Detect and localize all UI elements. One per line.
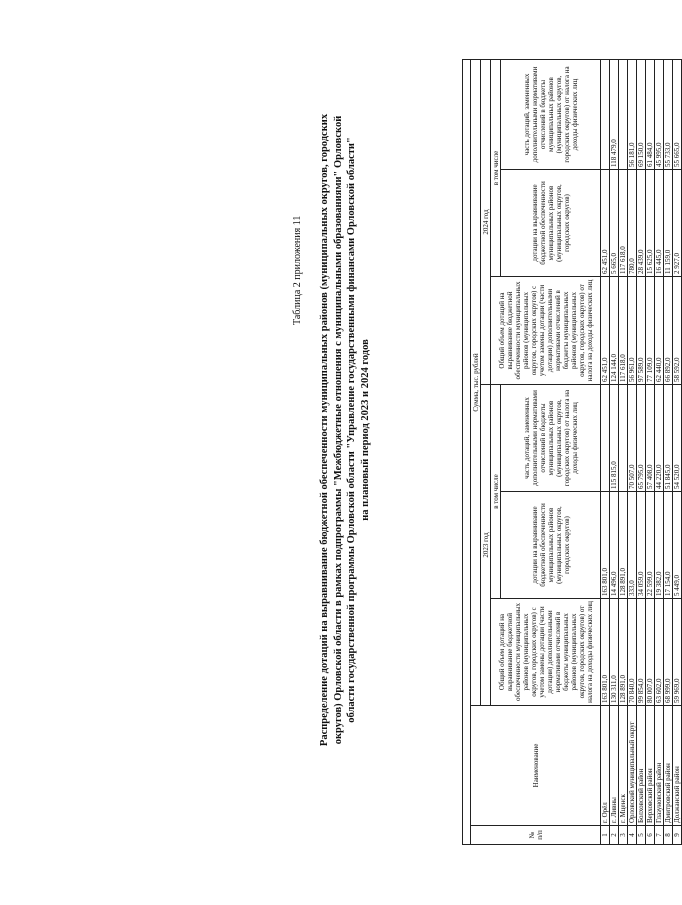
sum-header: Сумма, тыс. рублей <box>471 60 481 706</box>
row-name: г. Орёл <box>601 706 610 826</box>
part-2024-cell <box>601 60 610 170</box>
table-row <box>664 60 673 845</box>
grant-2023-cell: 14 496,0 <box>610 492 619 599</box>
part-2024-cell: 118 479,0 <box>610 60 619 170</box>
part-2024-cell: 45 995,0 <box>655 60 664 170</box>
part-2023-cell <box>619 385 628 492</box>
row-name: г. Ливны <box>610 706 619 826</box>
total-2024-cell: 97 589,0 <box>637 277 646 385</box>
col-num-header: № п/п <box>471 826 601 845</box>
total-2024-cell: 56 961,0 <box>628 277 637 385</box>
total-2023-cell: 59 969,0 <box>673 599 682 706</box>
table-body <box>601 60 682 845</box>
part-2023-cell: 70 507,0 <box>628 385 637 492</box>
title-line: Распределение дотаций на выравнивание бюджетной обеспеченности муниципальных районов (муниципальных округов, городских <box>319 113 330 747</box>
year-2024-header: 2024 год <box>481 60 491 385</box>
col-name-header: Наименование <box>471 706 601 826</box>
total-2023-header: Общий объем дотаций на выравнивание бюджетной обеспеченности муниципальных районов (муниципальных округов, городских округов) с учетом замены дотации (части дотации) дополнительными нормативами отчислений в бюджеты муниципальных районов (муниципальных округов, городских округов) от налога на доходы физических лиц <box>491 599 601 706</box>
part-2024-header: часть дотаций, замененных дополнительными нормативами отчислений в бюджеты муниципальных районов (муниципальных округов, городских округов) от налога на доходы физических лиц <box>501 60 601 170</box>
title-line: округов) Орловской области в рамках подпрограммы "Межбюджетные отношения с муниципальными образованиями" Орловской <box>332 115 344 745</box>
incl-2023-header: в том числе <box>491 385 501 599</box>
row-number: 6 <box>646 826 655 845</box>
row-number: 7 <box>655 826 664 845</box>
row-number: 9 <box>673 826 682 845</box>
total-2024-header: Общий объем дотаций на выравнивание бюджетной обеспеченности муниципальных районов (муниципальных округов, городских округов) с учетом замены дотации (части дотации) дополнительными нормативами отчислений в бюджеты муниципальных районов (муниципальных округов, городских округов) от налога на доходы физических лиц <box>491 277 601 385</box>
part-2023-cell: 65 795,0 <box>637 385 646 492</box>
top-spacer-row <box>463 60 471 845</box>
grant-2023-cell: 22 599,0 <box>646 492 655 599</box>
row-number: 2 <box>610 826 619 845</box>
part-2024-cell <box>619 60 628 170</box>
total-2024-cell: 117 618,0 <box>619 277 628 385</box>
part-2023-cell <box>601 385 610 492</box>
table-row <box>601 60 610 845</box>
part-2023-cell: 44 220,0 <box>655 385 664 492</box>
total-2024-cell: 62 440,0 <box>655 277 664 385</box>
row-number: 8 <box>664 826 673 845</box>
total-2024-cell: 124 144,0 <box>610 277 619 385</box>
part-2023-cell: 51 845,0 <box>664 385 673 492</box>
grant-2024-cell: 11 159,0 <box>664 170 673 277</box>
table-row <box>673 60 682 845</box>
row-number: 4 <box>628 826 637 845</box>
grants-table <box>462 59 682 845</box>
total-2023-cell: 63 602,0 <box>655 599 664 706</box>
grant-2024-cell: 28 439,0 <box>637 170 646 277</box>
table-row <box>610 60 619 845</box>
part-2024-cell: 55 665,0 <box>673 60 682 170</box>
total-2024-cell: 77 109,0 <box>646 277 655 385</box>
row-name: г. Мценск <box>619 706 628 826</box>
row-name: Верховский район <box>646 706 655 826</box>
grant-2023-cell: 128 891,0 <box>619 492 628 599</box>
title-line: области государственной программы Орловской области "Управление государственными финансами Орловской области" <box>346 137 357 723</box>
total-2023-cell: 130 311,0 <box>610 599 619 706</box>
table-row <box>637 60 646 845</box>
row-name: Должанский район <box>673 706 682 826</box>
part-2023-cell: 115 815,0 <box>610 385 619 492</box>
row-name: Дмитровский район <box>664 706 673 826</box>
grant-2023-cell: 5 449,0 <box>673 492 682 599</box>
grant-2023-cell: 34 059,0 <box>637 492 646 599</box>
row-number: 5 <box>637 826 646 845</box>
appendix-label: Таблица 2 приложения 11 <box>292 215 303 325</box>
row-number: 3 <box>619 826 628 845</box>
incl-2024-header: в том числе <box>491 60 501 277</box>
total-2023-cell: 70 840,0 <box>628 599 637 706</box>
year-2023-header: 2023 год <box>481 385 491 706</box>
part-2024-cell: 61 484,0 <box>646 60 655 170</box>
total-2024-cell: 58 592,0 <box>673 277 682 385</box>
grant-2024-cell: 2 927,0 <box>673 170 682 277</box>
row-number: 1 <box>601 826 610 845</box>
part-2024-cell: 56 181,0 <box>628 60 637 170</box>
grant-2023-cell: 19 382,0 <box>655 492 664 599</box>
row-name: Орловский муниципальный округ <box>628 706 637 826</box>
grant-2023-cell: 333,0 <box>628 492 637 599</box>
part-2023-cell: 54 520,0 <box>673 385 682 492</box>
total-2024-cell: 62 451,0 <box>601 277 610 385</box>
total-2023-cell: 80 007,0 <box>646 599 655 706</box>
grant-2024-cell: 15 625,0 <box>646 170 655 277</box>
table-row <box>646 60 655 845</box>
row-name: Болховский район <box>637 706 646 826</box>
row-name: Глазуновский район <box>655 706 664 826</box>
grant-2024-cell: 62 451,0 <box>601 170 610 277</box>
part-2023-cell: 57 408,0 <box>646 385 655 492</box>
grant-2024-cell: 5 665,0 <box>610 170 619 277</box>
table-row <box>619 60 628 845</box>
grant-2024-header: дотации на выравнивание бюджетной обеспеченности муниципальных районов (муниципальных округов, городских округов) <box>501 170 601 277</box>
grant-2023-header: дотации на выравнивание бюджетной обеспеченности муниципальных районов (муниципальных округов, городских округов) <box>501 492 601 599</box>
total-2023-cell: 99 854,0 <box>637 599 646 706</box>
grant-2024-cell: 780,0 <box>628 170 637 277</box>
grant-2023-cell: 163 801,0 <box>601 492 610 599</box>
total-2024-cell: 66 892,0 <box>664 277 673 385</box>
total-2023-cell: 163 801,0 <box>601 599 610 706</box>
part-2024-cell: 55 733,0 <box>664 60 673 170</box>
grant-2024-cell: 117 618,0 <box>619 170 628 277</box>
table-row <box>628 60 637 845</box>
grant-2024-cell: 16 445,0 <box>655 170 664 277</box>
part-2024-cell: 69 150,0 <box>637 60 646 170</box>
part-2023-header: часть дотаций, замененных дополнительными нормативами отчислений в бюджеты муниципальных районов (муниципальных округов, городских округов) от налога на доходы физических лиц <box>501 385 601 492</box>
total-2023-cell: 128 891,0 <box>619 599 628 706</box>
total-2023-cell: 68 999,0 <box>664 599 673 706</box>
document-title <box>318 105 372 755</box>
title-line: на плановый период 2023 и 2024 годов <box>359 339 371 521</box>
grant-2023-cell: 17 154,0 <box>664 492 673 599</box>
table-row <box>655 60 664 845</box>
